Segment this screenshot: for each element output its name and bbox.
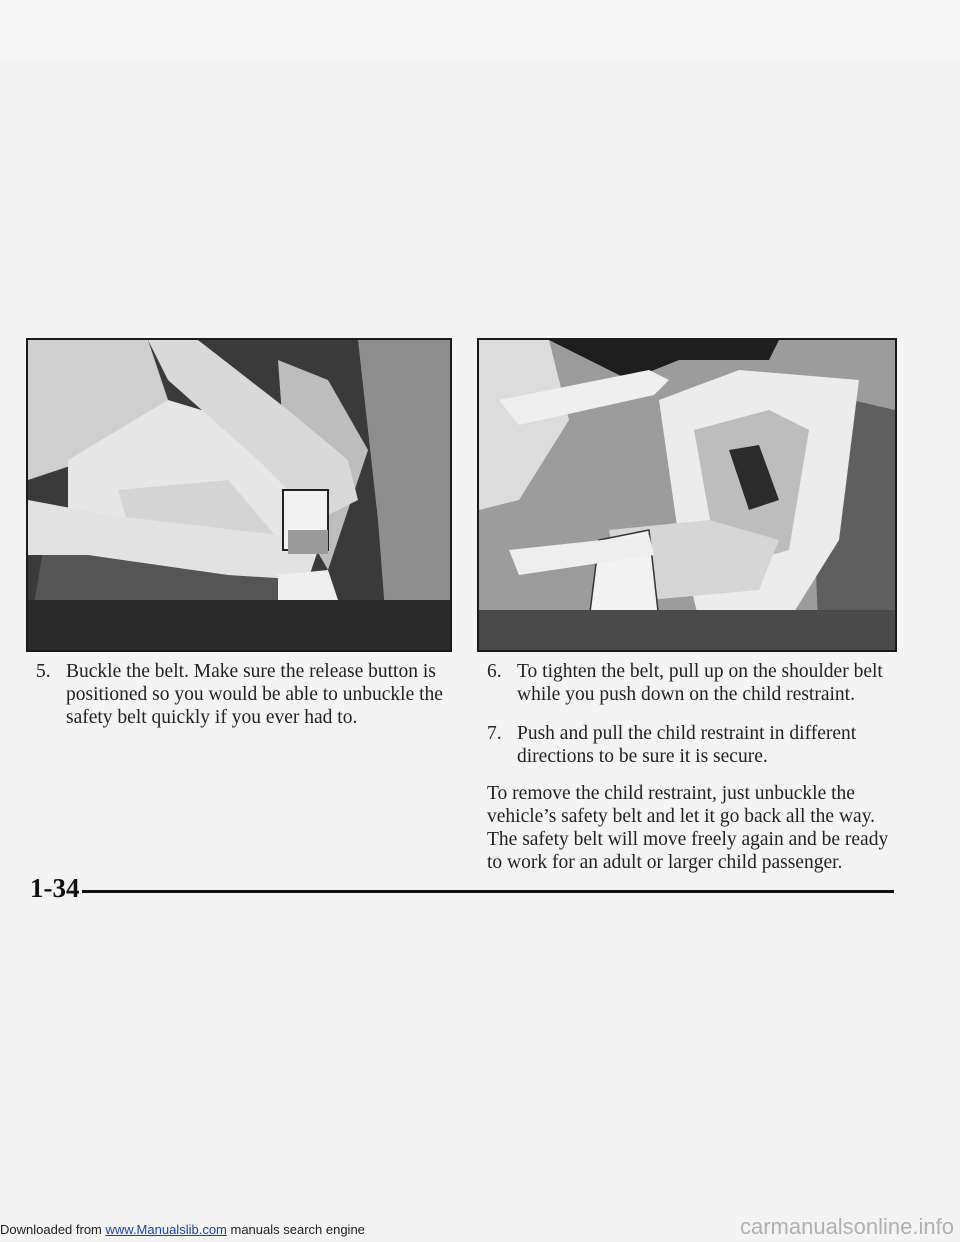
page-top-margin bbox=[0, 0, 960, 60]
instruction-step-6 bbox=[487, 660, 927, 706]
step-text: To tighten the belt, pull up on the shoulder belt while you push down on the child restraint. bbox=[517, 661, 883, 705]
step-number: 7. bbox=[487, 723, 502, 744]
footer-suffix: manuals search engine bbox=[226, 1222, 365, 1237]
step-number: 5. bbox=[36, 661, 51, 682]
step-text: Push and pull the child restraint in different directions to be sure it is secure. bbox=[517, 723, 857, 767]
page-number: 1-34 bbox=[30, 873, 80, 903]
manualslib-link[interactable]: www.Manualslib.com bbox=[105, 1222, 227, 1237]
closing-paragraph: To remove the child restraint, just unbuckle the vehicle’s safety belt and let it go back all the way. The safety belt will move freely again and be ready to work for an adult or larger child passenger. bbox=[487, 783, 889, 873]
instruction-step-7 bbox=[487, 722, 927, 768]
footer-prefix: Downloaded from bbox=[0, 1222, 106, 1237]
download-footer bbox=[0, 1222, 365, 1237]
instruction-step-5 bbox=[36, 660, 466, 729]
step-number: 6. bbox=[487, 661, 502, 682]
buckling-seat-belt-illustration bbox=[26, 338, 452, 652]
footer-divider bbox=[82, 890, 894, 893]
watermark: carmanualsonline.info bbox=[739, 1214, 954, 1239]
tightening-child-seat-illustration bbox=[477, 338, 897, 652]
step-text: Buckle the belt. Make sure the release button is positioned so you would be able to unbuckle the safety belt quickly if you ever had to. bbox=[66, 661, 443, 728]
